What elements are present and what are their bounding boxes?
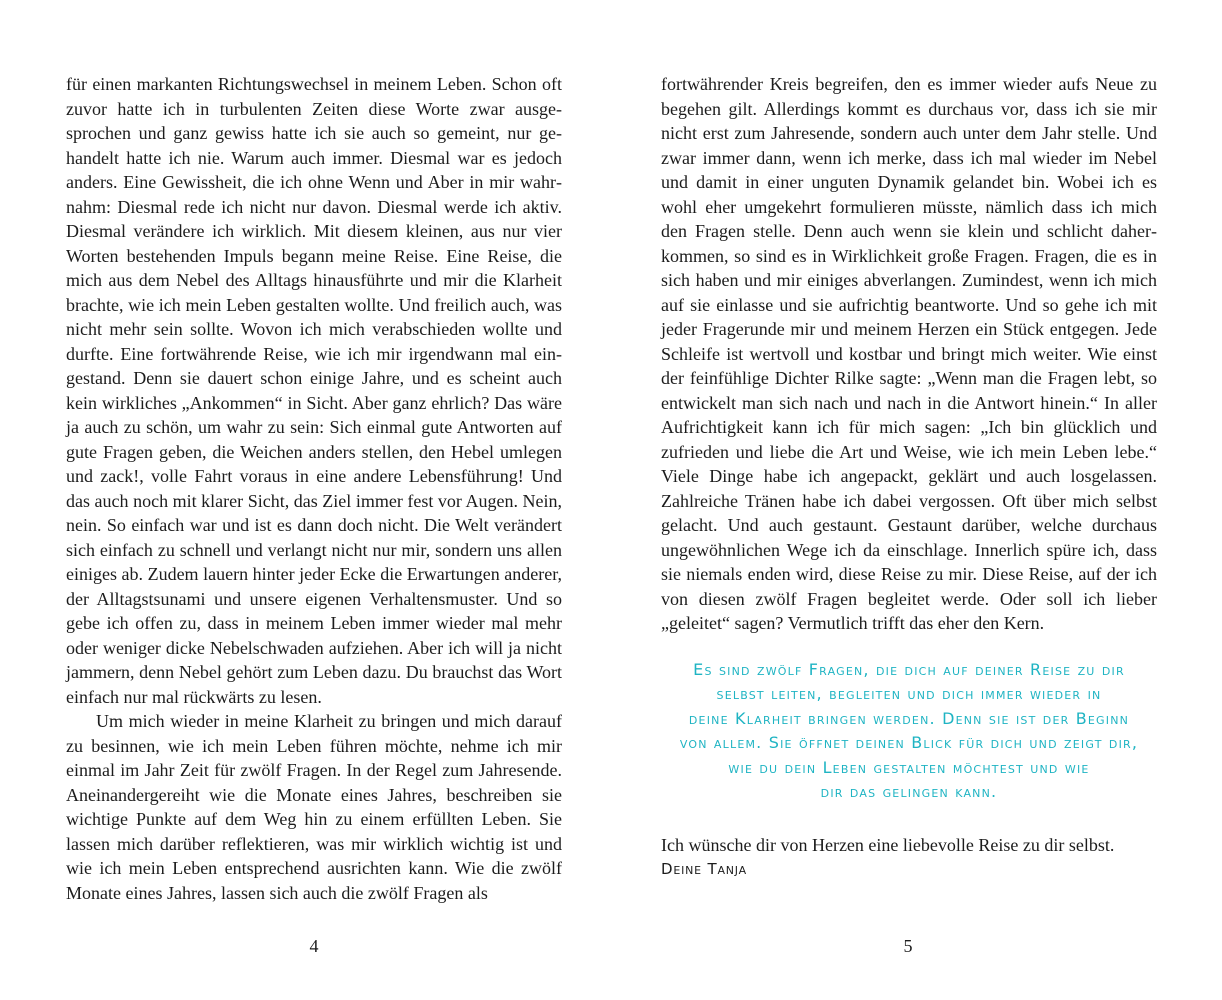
paragraph: für einen markanten Richtungswechsel in meinem Leben. Schon oft zuvor hatte ich in turbulenten Zeiten diese Worte zwar ausgesprochen und ganz gewiss hatte ich sie auch so gemeint, nur gehandelt hatte ich nie. Warum auch immer. Diesmal war es jedoch anders. Eine Gewissheit, die ich ohne Wenn und Aber in mir wahrnahm: Diesmal rede ich nicht nur davon. Diesmal werde ich aktiv. Diesmal verändere ich wirklich. Mit diesem kleinen, aus nur vier Worten bestehenden Impuls begann meine Reise. Eine Reise, die mich aus dem Nebel des Alltags hinausführte und mir die Klarheit brachte, wie ich mein Leben gestalten wollte. Und freilich auch, was nicht mehr sein sollte. Wovon ich mich verabschieden wollte und durfte. Eine fortwährende Reise, wie ich mir irgendwann mal eingestand. Denn sie dauert schon einige Jahre, und es scheint auch kein wirkliches „Ankommen“ in Sicht. Aber ganz ehrlich? Das wäre ja auch zu schön, um wahr zu sein: Sich einmal gute Antworten auf gute Fragen geben, die Weichen anders stellen, den Hebel umlegen und zack!, volle Fahrt voraus in eine andere Lebensführung! Und das auch noch mit klarer Sicht, das Ziel immer fest vor Augen. Nein, nein. So einfach war und ist es dann doch nicht. Die Welt verändert sich einfach zu schnell und verlangt nicht nur mir, sondern uns allen einiges ab. Zudem lauern hinter jeder Ecke die Erwartungen anderer, der Alltagstsunami und unsere eigenen Verhaltensmuster. Und so gebe ich offen zu, dass in meinem Leben immer wieder mal mehr oder weniger dicke Nebelschwaden aufziehen. Aber ich will ja nicht jammern, denn Nebel gehört zum Leben dazu. Du brauchst das Wort einfach nur mal rückwärts zu lesen. xyxy=(66,74,562,707)
left-page xyxy=(66,72,562,905)
signature: Deine Tanja xyxy=(661,860,747,878)
quote-line: dir das gelingen kann. xyxy=(820,782,998,801)
paragraph: Um mich wieder in meine Klarheit zu bringen und mich darauf zu besinnen, wie ich mein Leben führen möchte, nehme ich mir einmal im Jahr Zeit für zwölf Fragen. In der Regel zum Jahresende. Aneinandergereiht wie die Monate eines Jahres, beschreiben sie wichtige Punkte auf dem Weg hin zu einem erfüllten Leben. Sie lassen mich darüber reflektieren, was mir wirklich wichtig ist und wie ich mein Leben entsprechend ausrichten kann. Wie die zwölf Monate eines Jahres, lassen sich auch die zwölf Fragen als xyxy=(66,711,562,903)
right-page-body xyxy=(661,72,1157,636)
quote-line: deine Klarheit bringen werden. Denn sie ist der Beginn xyxy=(688,708,1130,728)
left-page-body xyxy=(66,72,562,905)
paragraph: fortwährender Kreis begreifen, den es immer wieder aufs Neue zu begehen gilt. Allerdings kommt es durchaus vor, dass ich sie mir nicht erst zum Jahresende, sondern auch unter dem Jahr stelle. Und zwar immer dann, wenn ich merke, dass ich mal wieder im Nebel und damit in einer unguten Dynamik gelandet bin. Wobei ich es wohl eher umgekehrt formulieren müsste, nämlich dass ich mich den Fragen stelle. Denn auch wenn sie klein und schlicht daherkommen, so sind es in Wirklichkeit große Fragen. Fragen, die es in sich haben und mir einiges abverlangen. Zumindest, wenn ich mich auf sie einlasse und sie aufrichtig beantworte. Und so gehe ich mit jeder Fragerunde mir und meinem Herzen ein Stück entgegen. Jede Schleife ist wertvoll und kostbar und bringt mich weiter. Wie einst der feinfühlige Dichter Rilke sagte: „Wenn man die Fragen lebt, so entwickelt man sich nach und nach in die Antwort hinein.“ In aller Aufrichtigkeit kann ich für mich sagen: „Ich bin glücklich und zufrieden und liebe die Art und Weise, wie ich mein Leben lebe.“ Viele Dinge habe ich angepackt, geklärt und auch losgelassen. Zahlreiche Tränen habe ich dabei vergossen. Oft über mich selbst gelacht. Und auch gestaunt. Gestaunt darüber, welche durchaus ungewöhnlichen Wege ich da einschlage. Innerlich spüre ich, dass sie niemals enden wird, diese Reise zu mir. Diese Reise, auf der ich von diesen zwölf Fragen begleitet werde. Oder soll ich lieber „geleitet“ sagen? Vermutlich trifft das eher den Kern. xyxy=(661,74,1157,633)
right-page xyxy=(661,72,1157,882)
page-number-left: 4 xyxy=(309,936,319,956)
quote-line: selbst leiten, begleiten und dich immer wieder in xyxy=(716,684,1102,703)
quote-line: Es sind zwölf Fragen, die dich auf deiner Reise zu dir xyxy=(693,659,1125,679)
page-number-right: 5 xyxy=(903,936,913,956)
closing xyxy=(661,833,1157,882)
closing-line: Ich wünsche dir von Herzen eine liebevolle Reise zu dir selbst. xyxy=(661,834,1115,855)
pull-quote xyxy=(661,658,1157,805)
quote-line: wie du dein Leben gestalten möchtest und wie xyxy=(728,757,1090,777)
quote-line: von allem. Sie öffnet deinen Blick für dich und zeigt dir, xyxy=(679,733,1139,752)
